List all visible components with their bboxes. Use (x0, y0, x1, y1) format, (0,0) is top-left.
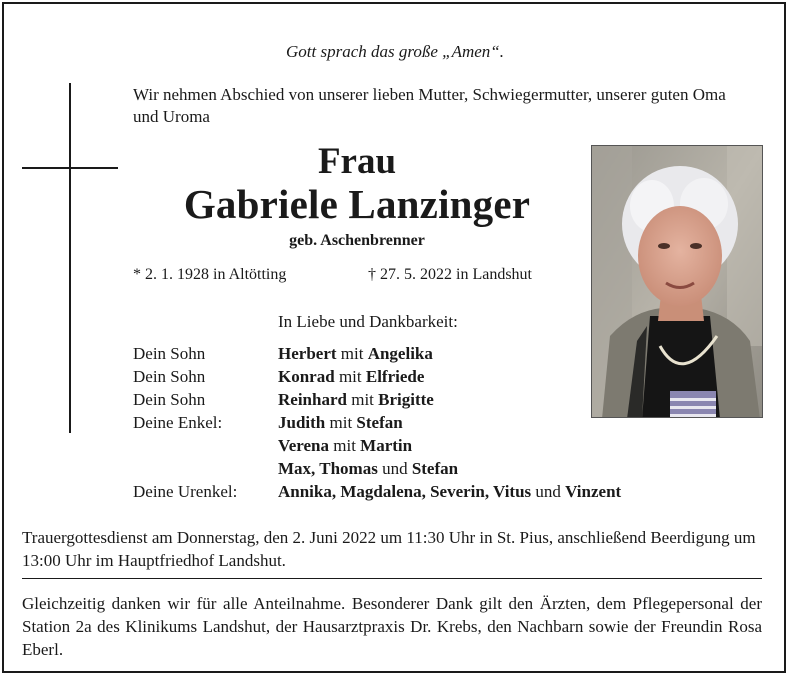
relative-names (278, 434, 412, 457)
thanks-heading: In Liebe und Dankbarkeit: (278, 312, 458, 331)
relative-name: Konrad (278, 367, 335, 386)
relative-name: Reinhard (278, 390, 347, 409)
relative-names (278, 342, 433, 365)
divider (22, 578, 762, 579)
birth-date: * 2. 1. 1928 in Altötting (133, 266, 287, 283)
motto: Gott sprach das große „Amen“. (285, 42, 504, 61)
relative-name: Stefan (411, 459, 459, 478)
cross-horizontal-bar (22, 167, 118, 169)
deceased-name: Gabriele Lanzinger (183, 181, 531, 227)
relative-names (278, 480, 621, 503)
relative-names (278, 411, 403, 434)
relative-name: Max, Thomas (278, 459, 378, 478)
connector-word: mit (334, 367, 366, 386)
relative-names (278, 457, 458, 480)
relative-name: Elfriede (365, 367, 425, 386)
service-info: Trauergottesdienst am Donnerstag, den 2. Juni 2022 um 11:30 Uhr in St. Pius, anschließend Beerdigung um 13:00 Uhr im Hauptfriedhof Landshut. (22, 528, 756, 570)
birth-name: geb. Aschenbrenner (289, 232, 425, 249)
relative-name: Annika, Magdalena, Severin, Vitus (278, 482, 532, 501)
relation-label: Dein Sohn (133, 367, 206, 386)
relative-name: Herbert (278, 344, 337, 363)
relative-name: Verena (278, 436, 329, 455)
relation-label: Dein Sohn (133, 390, 206, 409)
connector-word: mit (346, 390, 379, 409)
portrait-illustration (592, 146, 763, 418)
connector-word: mit (325, 413, 357, 432)
connector-word: mit (336, 344, 368, 363)
intro-text: Wir nehmen Abschied von unserer lieben Mutter, Schwiegermutter, unserer guten Oma und Uroma (133, 85, 726, 126)
cross-vertical-bar (69, 83, 71, 433)
relative-name: Judith (278, 413, 326, 432)
relation-label: Deine Urenkel: (133, 482, 238, 501)
closing-thanks: Gleichzeitig danken wir für alle Anteilnahme. Besonderer Dank gilt den Ärzten, dem Pflegepersonal der Station 2a des Klinikums Landshut, der Hausarztpraxis Dr. Krebs, den Nachbarn sowie der Freundin Rosa Eberl. (22, 594, 762, 659)
relation-label: Dein Sohn (133, 344, 206, 363)
relative-name: Martin (360, 436, 413, 455)
relative-name: Stefan (356, 413, 403, 432)
relative-names (278, 388, 434, 411)
connector-word: mit (329, 436, 361, 455)
relative-name: Brigitte (378, 390, 434, 409)
relative-name: Angelika (367, 344, 433, 363)
relative-names (278, 365, 424, 388)
portrait-photo (591, 145, 763, 418)
relation-label: Deine Enkel: (133, 413, 223, 432)
relative-name: Vinzent (565, 482, 622, 501)
death-date: † 27. 5. 2022 in Landshut (368, 266, 532, 283)
connector-word: und (531, 482, 566, 501)
salutation: Frau (317, 141, 397, 182)
connector-word: und (377, 459, 412, 478)
